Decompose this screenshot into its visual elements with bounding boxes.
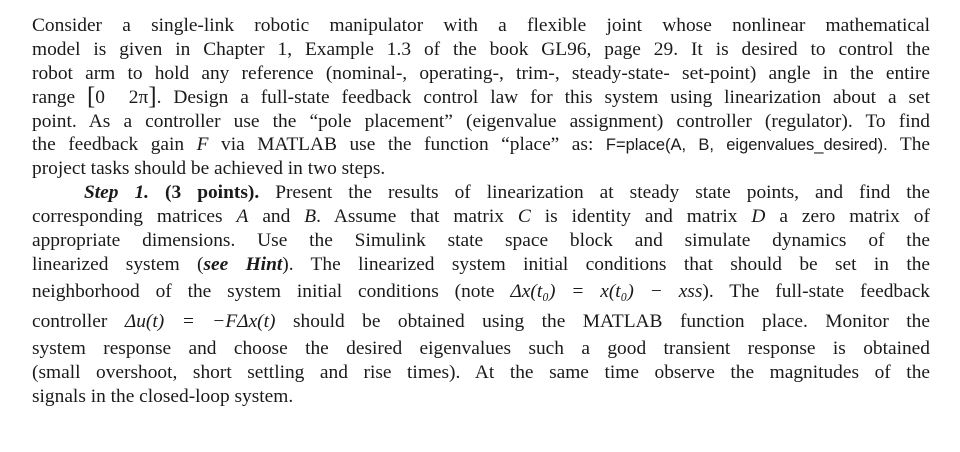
paragraph-2-line-3: appropriate dimensions. Use the Simulink state space block and simulate dynamics of the — [32, 230, 930, 252]
step-label: Step 1. — [84, 182, 150, 204]
matrices-mid2-text: is identity and matrix — [544, 206, 738, 228]
paragraph-1-line-2: model is given in Chapter 1, Example 1.3 of the book GL96, page 29. It is desired to control the — [32, 38, 930, 60]
paragraph-2-line-9: signals in the closed-loop system. — [32, 385, 294, 407]
matrix-b: B — [304, 206, 317, 228]
matrices-pre-text: corresponding matrices — [32, 206, 223, 228]
paragraph-1-line-4 — [32, 86, 930, 110]
matrices-mid-text: . Assume that matrix — [316, 206, 504, 228]
range-end: 2π — [128, 86, 149, 108]
paragraph-2-line-4 — [32, 253, 930, 277]
paragraph-1-line-5: point. As a controller use the “pole placement” (eigenvalue assignment) controller (regulator). To find — [32, 110, 930, 132]
neighborhood-post-text: ). The full-state feedback — [702, 280, 930, 302]
matrices-post-text: a zero matrix of — [779, 206, 930, 228]
gain-pre-text: the feedback gain — [32, 134, 185, 156]
paragraph-2-line-2 — [32, 205, 930, 229]
range-start: 0 — [95, 86, 105, 108]
paragraph-2-line-8: (small overshoot, short settling and rise times). At the same time observe the magnitudes of the — [32, 361, 930, 383]
range-word: range — [32, 86, 76, 108]
controller-equation: Δu(t) = −FΔx(t) — [124, 310, 276, 332]
matrix-a: A — [236, 206, 249, 228]
controller-pre-text: controller — [32, 310, 108, 332]
gain-symbol-f: F — [196, 134, 209, 156]
see-hint: see Hint — [203, 253, 283, 275]
matrix-d: D — [751, 206, 766, 228]
neighborhood-pre-text: neighborhood of the system initial conditions (note — [32, 280, 495, 302]
paragraph-1-line-6 — [32, 133, 930, 157]
paragraph-2-line-5 — [32, 277, 930, 307]
gain-mid-text: via MATLAB use the function “place” as: — [221, 134, 594, 156]
step-text: Present the results of linearization at steady state points, and find the — [275, 182, 930, 204]
and-text: and — [262, 206, 291, 228]
paragraph-1-line-1: Consider a single-link robotic manipulator with a flexible joint whose nonlinear mathematical — [32, 15, 930, 36]
paragraph-2-line-6 — [32, 307, 930, 337]
range-close-bracket: ] — [148, 85, 157, 110]
place-code: F=place(A, B, eigenvalues_desired). — [605, 136, 888, 155]
gain-post-text: The — [899, 134, 930, 156]
range-post-text: . Design a full-state feedback control law for this system using linearization about a set — [156, 86, 930, 108]
initial-condition-equation: Δx(t₀) = x(t₀) − xss — [510, 280, 703, 302]
paragraph-2-line-1 — [32, 181, 930, 205]
paragraph-2-line-7: system response and choose the desired eigenvalues such a good transient response is obtained — [32, 337, 930, 359]
matrix-c: C — [517, 206, 531, 228]
controller-post-text: should be obtained using the MATLAB function place. Monitor the — [292, 310, 930, 332]
linearized-pre-text: linearized system ( — [32, 253, 204, 275]
paragraph-1-line-3: robot arm to hold any reference (nominal-, operating-, trim-, steady-state- set-point) angle in the entire — [32, 62, 930, 84]
range-open-bracket: [ — [86, 85, 96, 110]
step-points: (3 points). — [165, 182, 260, 204]
paragraph-1-line-7: project tasks should be achieved in two steps. — [32, 158, 386, 180]
linearized-post-text: ). The linearized system initial conditions that should be set in the — [282, 253, 930, 275]
